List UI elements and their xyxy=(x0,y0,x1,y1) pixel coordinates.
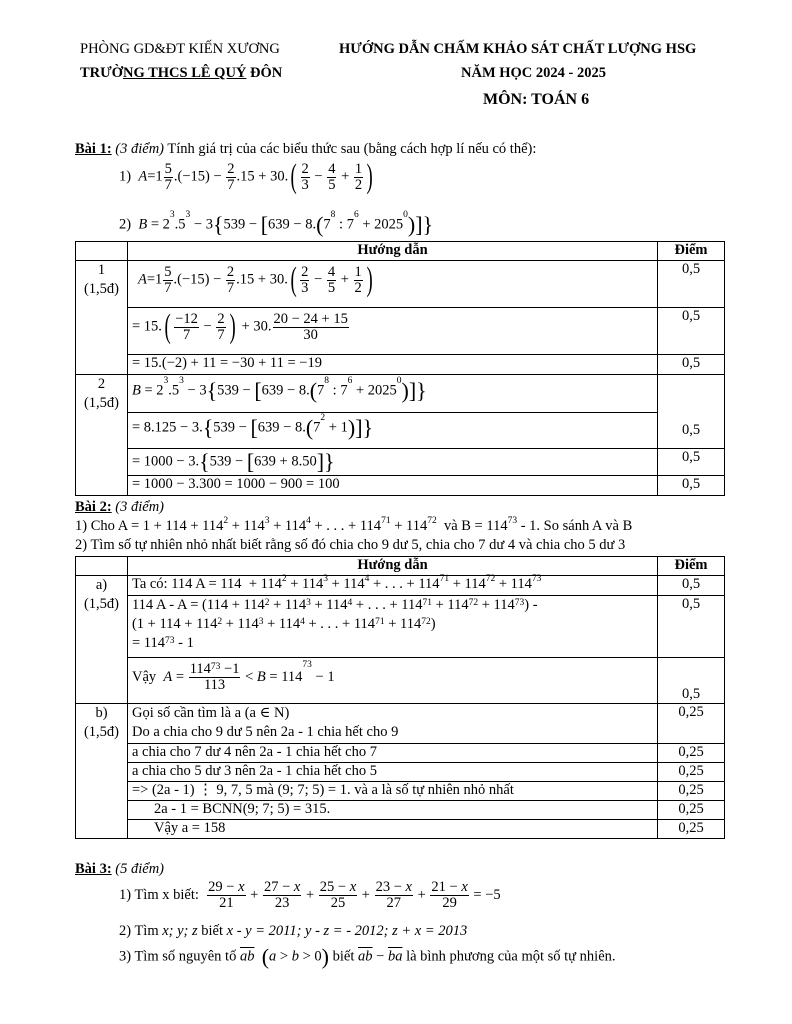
score-cell: 0,5 xyxy=(658,449,725,476)
bai2a-step-3: Vậy A = $\frac{114^{73} -1}{113}$ < $B = 114^{73} - 1$ xyxy=(127,658,657,704)
score-cell: 0,25 xyxy=(658,744,725,763)
score-header: Điểm xyxy=(658,242,725,261)
bai2b-step-6: Vậy a = 158 xyxy=(127,820,657,839)
score-cell: 0,25 xyxy=(658,801,725,820)
bai2b-step-5: 2a - 1 = BCNN(9; 7; 5) = 315. xyxy=(127,801,657,820)
part1-label-cell: 1 (1,5đ) xyxy=(76,261,128,375)
bai3-question-3: 3) Tìm số nguyên tố $\overline{ab}$ (a > b > 0) biết $\overline{ab} - \overline{ba}$ là bình phương của một số tự nhiên. xyxy=(119,944,616,969)
bai1-guide-table xyxy=(75,241,725,496)
bai1-step-3: = 15.(−2) + 11 = −30 + 11 = −19 xyxy=(127,355,657,375)
bai1-step-7: = 1000 − 3.300 = 1000 − 900 = 100 xyxy=(127,476,657,496)
bai3-heading: Bài 3: (5 điểm) xyxy=(75,861,164,877)
document-title: HƯỚNG DẪN CHẤM KHẢO SÁT CHẤT LƯỢNG HSG xyxy=(339,41,697,57)
score-cell: 0,5 xyxy=(658,658,725,704)
bai2-guide-table xyxy=(75,556,725,839)
bai1-step-4: $B = 2^3.5^3 - 3\{539 - [639 - 8.(7^8$ : $7^6 + 2025^0$)]} xyxy=(127,375,657,413)
part-a-label-cell: a) (1,5đ) xyxy=(76,576,128,704)
bai3-question-2: 2) Tìm x; y; z biết x - y = 2011; y - z = - 2012; z + x = 2013 xyxy=(119,923,468,939)
score-cell: 0,5 xyxy=(658,261,725,308)
bai2a-step-2: 114 $A - A = (114 + 114^2 + 114^3 + 114^4$ + . . . + $114^{71} + 114^{72} + 114^{73}$) - ($1 + 114 + 114^2 + 114^3 + 114^4$ + . . . + $114^{71} + 114^{72}$) = $114^{73} - 1$ xyxy=(127,596,657,658)
guide-header: Hướng dẫn xyxy=(127,557,657,576)
score-cell: 0,5 xyxy=(658,355,725,375)
score-cell: 0,25 xyxy=(658,704,725,744)
bai2b-step-2: a chia cho 7 dư 4 nên 2a - 1 chia hết cho 7 xyxy=(127,744,657,763)
part-b-label-cell: b) (1,5đ) xyxy=(76,704,128,839)
department-name: PHÒNG GD&ĐT KIẾN XƯƠNG xyxy=(80,41,280,57)
score-cell: 0,5 xyxy=(658,476,725,496)
score-cell: 0,5 xyxy=(658,413,725,449)
subject: MÔN: TOÁN 6 xyxy=(483,91,590,108)
bai1-question-2: 2) $B = 2^3.5^3 - 3\{539 - [639 - 8.(7^8$ : $7^6 + 2025^0$)]} xyxy=(119,210,434,237)
score-cell: 0,25 xyxy=(658,782,725,801)
bai1-step-6: = 1000 − 3.{539 − [639 + 8.50]} xyxy=(127,449,657,476)
score-cell: 0,25 xyxy=(658,820,725,839)
school-year: NĂM HỌC 2024 - 2025 xyxy=(461,65,606,81)
school-name: TRƯỜNG THCS LÊ QUÝ ĐÔN xyxy=(80,65,283,81)
bai1-step-2: = 15.( $\frac{-12}{7}$ − $\frac{2}{7}$ ) + 30. $\frac{20 - 24 + 15}{30}$ xyxy=(127,308,657,355)
bai1-question-1: 1) A=1 $\frac{5}{7}$ .(−15) − $\frac{2}{7}$ .15 + 30.( $\frac{2}{3}$ − $\frac{4}{5}$ + $\frac{1}{2}$ ) xyxy=(119,158,373,195)
bai2a-step-1: Ta có: 114 $A = 114 + 114^2 + 114^3 + 114^4$ + . . . + $114^{71} + 114^{72} + 114^{73}$ xyxy=(127,576,657,596)
bai2-question-2: 2) Tìm số tự nhiên nhỏ nhất biết rằng số đó chia cho 9 dư 5, chia cho 7 dư 4 và chia cho 5 dư 3 xyxy=(75,537,626,553)
score-header: Điểm xyxy=(658,557,725,576)
part2-label-cell: 2 (1,5đ) xyxy=(76,375,128,496)
bai2-heading: Bài 2: (3 điểm) xyxy=(75,499,164,515)
score-cell: 0,25 xyxy=(658,763,725,782)
bai1-step-5: = $8.125 - 3.\{539 - [639 - 8.(7^2 + 1)]\}$ xyxy=(127,413,657,449)
bai1-heading: Bài 1: (3 điểm) Tính giá trị của các biểu thức sau (bằng cách hợp lí nếu có thể): xyxy=(75,141,537,157)
bai2b-step-4: => (2a - 1) ⋮ 9, 7, 5 mà (9; 7; 5) = 1. và a là số tự nhiên nhỏ nhất xyxy=(127,782,657,801)
bai1-step-1: A=1 $\frac{5}{7}$ .(−15) − $\frac{2}{7}$ .15 + 30.( $\frac{2}{3}$ − $\frac{4}{5}$ + $\frac{1}{2}$ ) xyxy=(127,261,657,308)
bai3-question-1: 1) Tìm x biết: $\frac{29 - x}{21}$ + $\frac{27 - x}{23}$ + $\frac{25 - x}{25}$ + $\frac{23 - x}{27}$ + $\frac{21 - x}{29}$ = −5 xyxy=(119,879,501,911)
guide-header: Hướng dẫn xyxy=(127,242,657,261)
score-cell: 0,5 xyxy=(658,576,725,596)
bai2b-step-3: a chia cho 5 dư 3 nên 2a - 1 chia hết cho 5 xyxy=(127,763,657,782)
score-cell: 0,5 xyxy=(658,308,725,355)
score-cell: 0,5 xyxy=(658,596,725,658)
bai2b-step-1: Gọi số cần tìm là a (a ∈ N) Do a chia cho 9 dư 5 nên 2a - 1 chia hết cho 9 xyxy=(127,704,657,744)
bai2-question-1: 1) Cho $A = 1 + 114 + 114^2 + 114^3 + 114^4$ + . . . + $114^{71} + 114^{72}$ và $B = 114^{73} - 1$. So sánh A và B xyxy=(75,516,633,534)
